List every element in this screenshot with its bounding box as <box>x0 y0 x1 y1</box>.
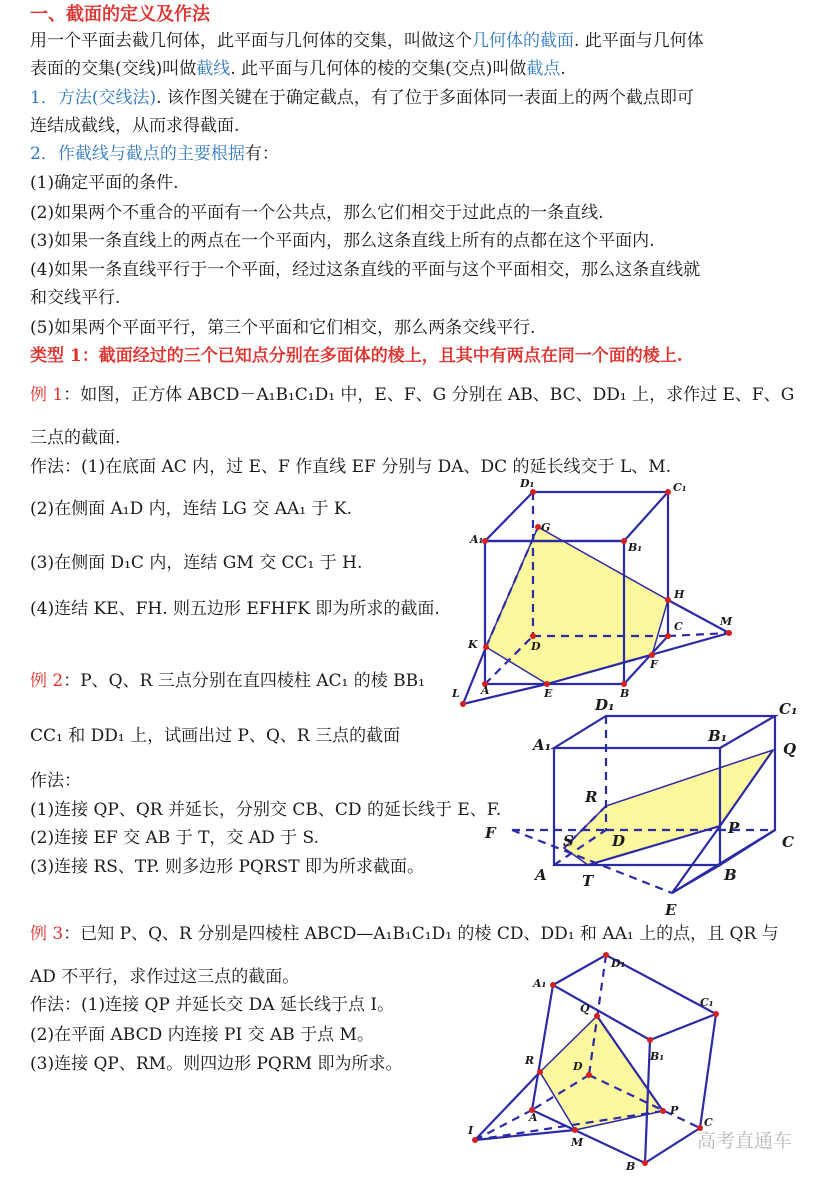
point-c1 <box>665 481 687 495</box>
line-be <box>672 865 720 893</box>
intro-text: . 此平面与几何体 <box>574 31 704 51</box>
ex3-line-1 <box>30 923 779 945</box>
label-d: D <box>612 832 626 850</box>
label-f: F <box>485 824 496 842</box>
basis-item: 和交线平行. <box>30 288 121 308</box>
point-b <box>625 1160 648 1173</box>
ex2-line-1 <box>30 670 425 692</box>
basis-item: (5)如果两个平面平行，第三个平面和它们相交，那么两条交线平行. <box>30 318 536 338</box>
edge-bc <box>645 1128 700 1163</box>
label-a1: A₁ <box>470 533 484 546</box>
edge-aa1 <box>532 985 553 1110</box>
label-h: H <box>674 588 685 601</box>
term-section: 几何体的截面 <box>472 31 574 51</box>
label-a: A <box>535 866 547 884</box>
label-d: D <box>531 640 541 653</box>
label-g: G <box>541 521 551 534</box>
point-d1 <box>603 952 625 970</box>
ex1-label: 例 1 <box>30 385 64 405</box>
point-i <box>467 1124 478 1143</box>
label-d: D <box>573 1060 583 1073</box>
ex3-line-2: AD 不平行，求作过这三点的截面。 <box>30 967 300 987</box>
ex1-text: ：如图，正方体 ABCD－A₁B₁C₁D₁ 中，E、F、G 分别在 AB、BC、DD₁ 上，求作过 E、F、G <box>63 385 795 405</box>
label-a: A <box>529 1111 538 1124</box>
label-q: Q <box>783 740 797 758</box>
label-c: C <box>674 620 683 633</box>
label-a1: A₁ <box>533 736 552 754</box>
label-d1: D₁ <box>595 696 615 714</box>
point-b1 <box>647 1037 664 1063</box>
ex1-line-1 <box>30 384 794 406</box>
ex1-step: (4)连结 KE、FH. 则五边形 EFHFK 即为所求的截面. <box>30 599 440 619</box>
label-t: T <box>582 872 594 890</box>
label-f: F <box>650 658 658 671</box>
label-a: A <box>481 684 490 697</box>
ex2-step: (3)连接 RS、TP. 则多边形 PQRST 即为所求截面。 <box>30 857 425 877</box>
label-l: L <box>452 687 460 700</box>
basis-item: (2)如果两个不重合的平面有一个公共点，那么它们相交于过此点的一条直线. <box>30 203 604 223</box>
label-r: R <box>525 1054 535 1067</box>
ex2-label: 例 2 <box>30 671 64 691</box>
label-b1: B₁ <box>628 541 643 554</box>
prism-top-face <box>553 955 716 1040</box>
label-b: B <box>620 687 630 700</box>
point-m <box>570 1127 584 1149</box>
label-c: C <box>782 833 794 851</box>
label-b: B <box>626 1160 636 1173</box>
intro-line-2 <box>30 58 566 80</box>
intro-text: 用一个平面去截几何体，此平面与几何体的交集，叫做这个 <box>30 31 472 51</box>
basis-suffix: 有： <box>244 144 279 164</box>
label-b1: B₁ <box>650 1050 665 1063</box>
label-c: C <box>704 1116 713 1129</box>
intro-line-1 <box>30 30 704 52</box>
basis-heading <box>30 143 279 165</box>
label-k: K <box>468 638 478 651</box>
label-q: Q <box>580 1002 590 1015</box>
type1-heading: 类型 1：截面经过的三个已知点分别在多面体的棱上，且其中有两点在同一个面的棱上. <box>30 346 683 366</box>
line-ir <box>475 1072 540 1140</box>
ex1-step: (2)在侧面 A₁D 内，连结 LG 交 AA₁ 于 K. <box>30 499 352 519</box>
edge-cc1 <box>700 1014 716 1128</box>
intro-text: . <box>560 59 566 79</box>
basis-item: (3)如果一条直线上的两点在一个平面内，那么这条直线上所有的点都在这个平面内. <box>30 231 655 251</box>
ex3-step: (2)在平面 ABCD 内连接 PI 交 AB 于点 M。 <box>30 1025 374 1045</box>
basis-label: 2．作截线与截点的主要根据 <box>30 144 245 164</box>
section-polygon <box>564 750 773 865</box>
ex2-step: 作法： <box>30 771 81 791</box>
prism-top-face <box>554 716 775 748</box>
label-p: P <box>728 819 740 837</box>
ex2-text: ：P、Q、R 三点分别在直四棱柱 AC₁ 的棱 BB₁ <box>63 671 425 691</box>
ex2-line-2: CC₁ 和 DD₁ 上，试画出过 P、Q、R 三点的截面 <box>30 726 401 746</box>
term-cut-line: 截线 <box>196 59 231 79</box>
point-a <box>528 1107 538 1124</box>
label-p: P <box>670 1104 679 1117</box>
cube-figure <box>450 478 750 718</box>
label-a1: A₁ <box>533 977 547 990</box>
basis-item: (1)确定平面的条件. <box>30 173 179 193</box>
term-cut-point: 截点 <box>526 59 561 79</box>
label-b1: B₁ <box>708 727 728 745</box>
point-c1 <box>700 996 719 1017</box>
ex1-step: 作法：(1)在底面 AC 内，过 E、F 作直线 EF 分别与 DA、DC 的延长线交于 L、M. <box>30 457 672 477</box>
ex2-step: (2)连接 EF 交 AB 于 T，交 AD 于 S. <box>30 828 319 848</box>
method-line-1 <box>30 87 694 109</box>
ex3-text: ：已知 P、Q、R 分别是四棱柱 ABCD—A₁B₁C₁D₁ 的棱 CD、DD₁ 和 AA₁ 上的点，且 QR 与 <box>63 924 779 944</box>
ex3-step: 作法：(1)连接 QP 并延长交 DA 延长线于点 I。 <box>30 995 395 1015</box>
label-s: S <box>563 832 574 850</box>
label-i: I <box>468 1124 474 1137</box>
ex1-step: (3)在侧面 D₁C 内，连结 GM 交 CC₁ 于 H. <box>30 553 363 573</box>
label-d1: D₁ <box>611 957 626 970</box>
label-m: M <box>571 1136 584 1149</box>
ex1-line-2: 三点的截面. <box>30 428 121 448</box>
method-text: . 该作图关键在于确定截点，有了位于多面体同一表面上的两个截点即可 <box>156 88 694 108</box>
point-d1 <box>519 477 536 495</box>
label-d1: D₁ <box>520 477 535 490</box>
label-r: R <box>585 788 598 806</box>
ex3-label: 例 3 <box>30 924 64 944</box>
watermark: 高考直通车 <box>697 1130 793 1152</box>
method-label: 1．方法(交线法) <box>30 88 157 108</box>
label-e: E <box>665 901 677 919</box>
label-c1: C₁ <box>779 700 798 718</box>
section-title: 一、截面的定义及作法 <box>30 4 210 25</box>
ex3-step: (3)连接 QP、RM。则四边形 PQRM 即为所求。 <box>30 1054 403 1074</box>
point-p <box>660 1104 679 1117</box>
basis-item: (4)如果一条直线平行于一个平面，经过这条直线的平面与这个平面相交，那么这条直线就 <box>30 260 701 280</box>
label-m: M <box>720 615 733 628</box>
label-c1: C₁ <box>700 996 714 1009</box>
method-line-2: 连结成截线，从而求得截面. <box>30 116 240 136</box>
point-l <box>451 687 466 707</box>
cube-top-face <box>485 492 668 541</box>
point-f <box>649 652 659 671</box>
intro-text: . 此平面与几何体的棱的交集(交点)叫做 <box>230 59 527 79</box>
label-e: E <box>544 687 553 700</box>
prism-figure <box>470 690 810 925</box>
ex2-step: (1)连接 QP、QR 并延长，分别交 CB、CD 的延长线于 E、F. <box>30 800 502 820</box>
label-b: B <box>724 866 737 884</box>
label-c1: C₁ <box>673 481 687 494</box>
intro-text: 表面的交集(交线)叫做 <box>30 59 197 79</box>
